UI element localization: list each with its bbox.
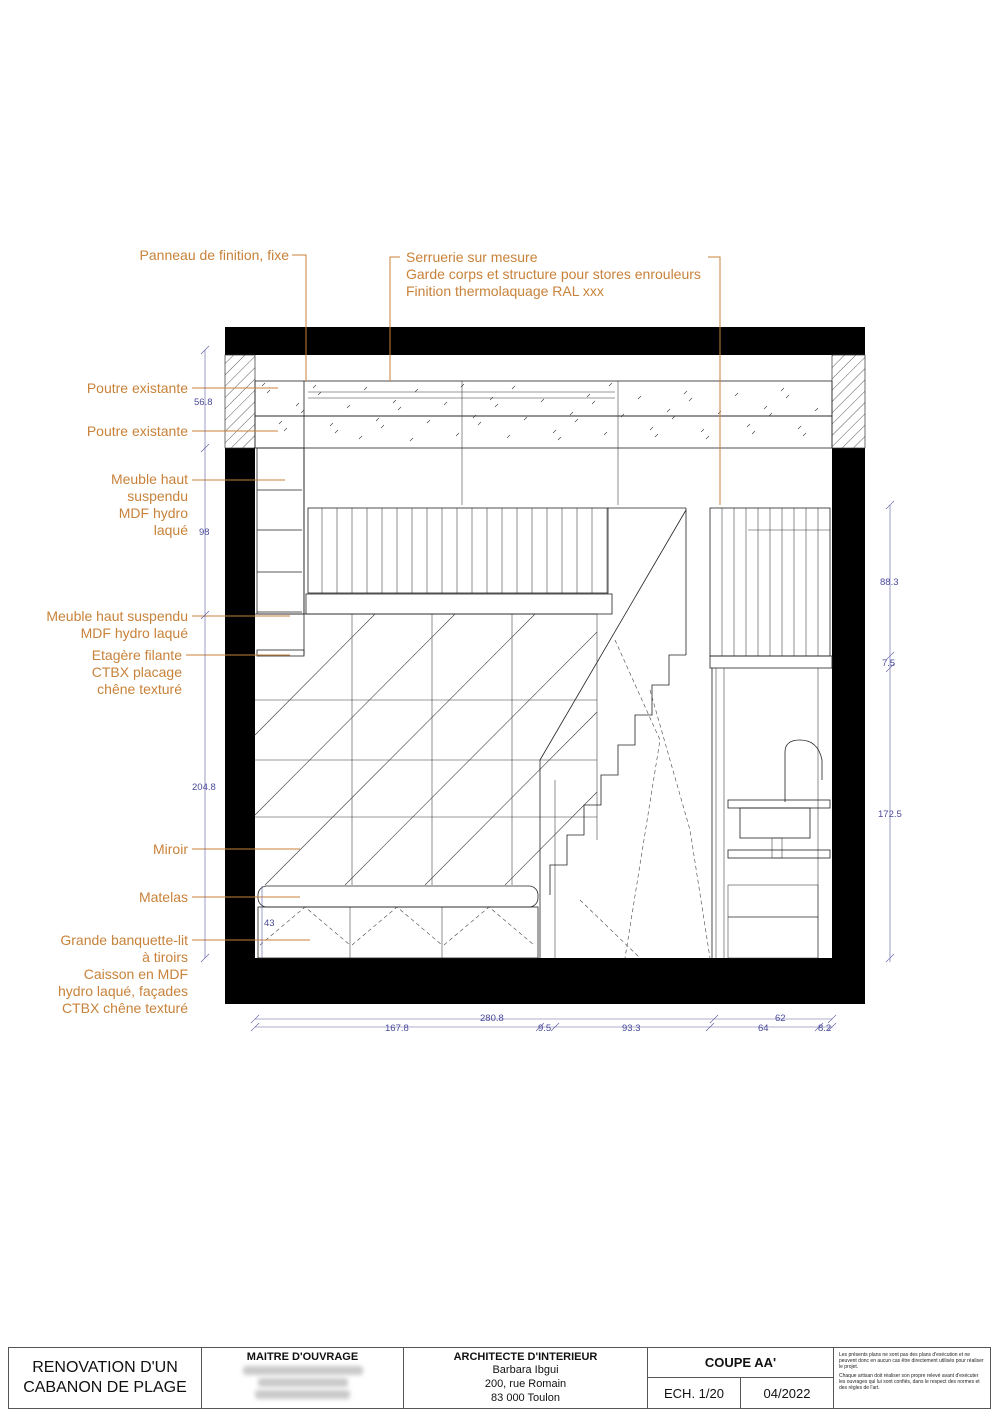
dim-right-top: 88.3 [880, 577, 899, 588]
label-meuble-haut-1a: Meuble haut [110, 471, 188, 487]
maitre-ouvrage-block [202, 1348, 404, 1408]
label-banquette-d: hydro laqué, façades [58, 983, 188, 999]
label-serrurerie-2: Garde corps et structure pour stores enrouleurs [406, 266, 701, 282]
dim-left-low: 204.8 [192, 782, 216, 793]
architecte-block [404, 1348, 648, 1408]
label-poutre-2: Poutre existante [86, 423, 188, 439]
redacted-line-1 [243, 1366, 363, 1375]
label-panneau: Panneau de finition, fixe [139, 247, 289, 263]
label-miroir: Miroir [153, 841, 188, 857]
dim-bottom-b: 9.5 [538, 1023, 552, 1034]
mezzanine-railing [306, 508, 686, 655]
dim-right-mid: 7.5 [882, 658, 896, 669]
dim-bottom-total: 280.8 [480, 1013, 504, 1024]
dimension-lines [201, 346, 894, 1031]
drawing-date: 04/2022 [763, 1385, 811, 1401]
label-meuble-haut-1d: laqué [153, 522, 188, 538]
redacted-line-2 [258, 1378, 348, 1387]
dim-left-top: 56.8 [194, 397, 213, 408]
label-meuble-haut-1c: MDF hydro [118, 505, 188, 521]
walls [225, 327, 865, 1004]
drawing-info-block [648, 1348, 834, 1408]
staircase [540, 510, 710, 958]
label-banquette-e: CTBX chêne texturé [61, 1000, 188, 1016]
label-banquette-b: à tiroirs [142, 949, 188, 965]
architecte-city: 83 000 Toulon [491, 1392, 560, 1404]
title-block [8, 1347, 991, 1409]
dim-right-low: 172.5 [878, 809, 902, 820]
dim-left-mid: 98 [199, 527, 210, 538]
project-title [9, 1348, 202, 1408]
label-poutre-1: Poutre existante [86, 380, 188, 396]
annotation-leaders [186, 255, 720, 940]
architecte-street: 200, rue Romain [484, 1378, 567, 1390]
beams [255, 381, 832, 505]
dim-bottom-a: 167.8 [385, 1023, 409, 1034]
architecte-heading: ARCHITECTE D'INTERIEUR [453, 1351, 598, 1363]
drawing-title: COUPE AA' [648, 1348, 833, 1378]
architecte-name: Barbara Ibgui [492, 1364, 559, 1376]
label-banquette-c: Caisson en MDF [83, 966, 188, 982]
annotation-labels [46, 247, 701, 1016]
maitre-ouvrage-heading: MAITRE D'OUVRAGE [246, 1351, 359, 1363]
redacted-line-3 [255, 1390, 350, 1399]
dim-bottom-d: 64 [758, 1023, 769, 1034]
dim-bottom-e: 8.2 [818, 1023, 832, 1034]
project-line-1: RENOVATION D'UN [32, 1359, 178, 1376]
label-meuble-haut-2b: MDF hydro laqué [80, 625, 188, 641]
label-etagere-a: Etagère filante [91, 647, 182, 663]
disclaimer-notes [834, 1348, 990, 1408]
label-banquette-a: Grande banquette-lit [60, 932, 188, 948]
project-line-2: CABANON DE PLAGE [23, 1379, 187, 1396]
label-matelas: Matelas [138, 889, 188, 905]
note-2: Chaque artisan doit réaliser son propre relevé avant d'exécuter les ouvrages qui lui sont confiés, dans le respect des normes et des règles de l'art. [839, 1373, 980, 1391]
drawing-scale: ECH. 1/20 [648, 1378, 741, 1408]
dimension-labels [192, 397, 902, 1034]
label-serrurerie-3: Finition thermolaquage RAL xxx [406, 283, 604, 299]
dim-bench: 43 [264, 918, 275, 929]
label-serrurerie-1: Serruerie sur mesure [406, 249, 538, 265]
note-1: Les présents plans ne sont pas des plans d'exécution et ne peuvent donc en aucun cas être directement utilisés pour réaliser le projet. [839, 1352, 984, 1370]
kitchen-unit [710, 508, 832, 958]
label-meuble-haut-2a: Meuble haut suspendu [46, 608, 188, 624]
dim-bottom-c: 93.3 [622, 1023, 641, 1034]
dim-bottom-right-total: 62 [775, 1013, 786, 1024]
label-etagere-b: CTBX placage [91, 664, 182, 680]
label-meuble-haut-1b: suspendu [127, 488, 188, 504]
label-etagere-c: chêne texturé [97, 681, 182, 697]
